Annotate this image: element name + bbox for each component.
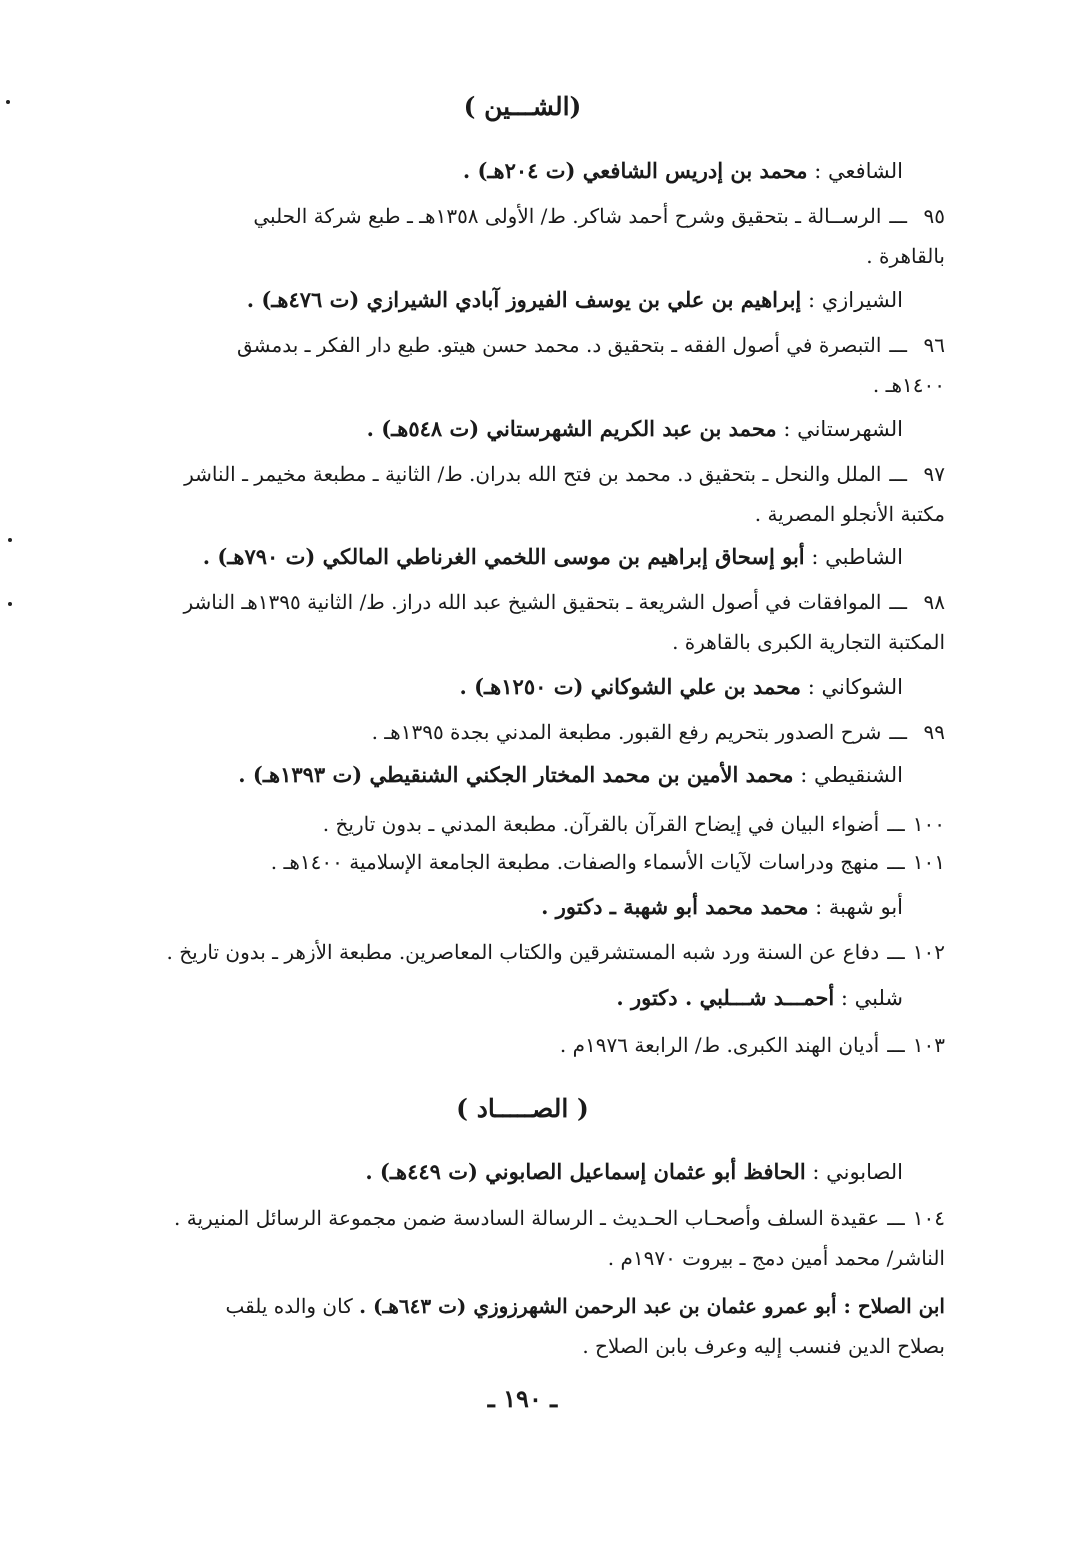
bibliography-entry xyxy=(100,842,945,882)
entry-text: الرســالة ـ بتحقيق وشرح أحمد شاكر. ط/ الأولى ١٣٥٨هـ ـ طبع شركة الحلبي xyxy=(253,204,882,228)
author-surname: الشهرستاني : xyxy=(783,417,903,441)
page-number: ـ ١٩٠ ـ xyxy=(487,1384,558,1413)
bibliography-entry xyxy=(100,582,945,662)
entry-text-cont: بالقاهرة . xyxy=(866,244,945,268)
document-page xyxy=(100,0,945,1541)
bibliography-entry xyxy=(100,932,945,972)
scan-speck xyxy=(8,602,12,606)
entry-text-cont: ١٤٠٠هـ . xyxy=(872,373,945,397)
bibliography-entry xyxy=(100,454,945,534)
entry-number: ١٠١ xyxy=(912,850,945,874)
entry-number: ٩٩ xyxy=(923,720,945,744)
author-fullname: محمد محمد أبو شهبة ـ دكتور . xyxy=(541,894,809,919)
entry-text-cont: مكتبة الأنجلو المصرية . xyxy=(754,502,945,526)
entry-number: ٩٥ xyxy=(923,204,945,228)
bibliography-entry xyxy=(100,325,945,405)
entry-text: منهج ودراسات لآيات الأسماء والصفات. مطبعة الجامعة الإسلامية ١٤٠٠هـ . xyxy=(270,850,880,874)
author-heading xyxy=(100,542,903,572)
section-title-sheen: (الشـــين ) xyxy=(463,92,582,121)
author-surname: الشافعي : xyxy=(814,159,903,183)
entry-text: شرح الصدور بتحريم رفع القبور. مطبعة المدني بجدة ١٣٩٥هـ . xyxy=(371,720,882,744)
author-heading xyxy=(100,414,903,444)
closing-note-rest: كان والده يلقب xyxy=(225,1294,360,1318)
bibliography-entry xyxy=(100,196,945,276)
author-fullname: الحافظ أبو عثمان إسماعيل الصابوني (ت ٤٤٩هـ) . xyxy=(365,1159,806,1184)
author-fullname: محمد بن عبد الكريم الشهرستاني (ت ٥٤٨هـ) . xyxy=(366,416,777,441)
scan-speck xyxy=(8,538,12,542)
author-fullname: أبو إسحاق إبراهيم بن موسى اللخمي الغرناطي المالكي (ت ٧٩٠هـ) . xyxy=(202,544,805,569)
entry-text-cont: المكتبة التجارية الكبرى بالقاهرة . xyxy=(672,630,945,654)
entry-text: عقيدة السلف وأصحـاب الحـديث ـ الرسالة السادسة ضمن مجموعة الرسائل المنيرية . xyxy=(174,1206,880,1230)
bibliography-entry xyxy=(100,1198,945,1278)
entry-text: الملل والنحل ـ بتحقيق د. محمد بن فتح الله بدران. ط/ الثانية ـ مطبعة مخيمر ـ الناشر xyxy=(184,462,882,486)
author-heading xyxy=(100,156,903,186)
entry-text: دفاع عن السنة ورد شبه المستشرقين والكتاب المعاصرين. مطبعة الأزهر ـ بدون تاريخ . xyxy=(166,940,880,964)
author-fullname: محمد بن إدريس الشافعي (ت ٢٠٤هـ) . xyxy=(462,158,808,183)
entry-dash: ـــ xyxy=(887,812,905,836)
entry-text: أديان الهند الكبرى. ط/ الرابعة ١٩٧٦م . xyxy=(559,1033,880,1057)
bibliography-entry xyxy=(100,712,945,752)
scan-speck xyxy=(6,100,10,104)
closing-note xyxy=(100,1286,945,1366)
entry-number: ٩٨ xyxy=(923,590,945,614)
bibliography-entry xyxy=(100,1025,945,1065)
entry-dash: ـــ xyxy=(887,1206,905,1230)
author-fullname: أحمـــد شـــلبي . دكتور . xyxy=(616,985,835,1010)
author-surname: أبو شهبة : xyxy=(815,895,903,919)
entry-text: الموافقات في أصول الشريعة ـ بتحقيق الشيخ عبد الله دراز. ط/ الثانية ١٣٩٥هـ الناشر xyxy=(183,590,882,614)
author-fullname: محمد الأمين بن محمد المختار الجكني الشنقيطي (ت ١٣٩٣هـ) . xyxy=(238,762,794,787)
author-surname: الصابوني : xyxy=(812,1160,903,1184)
entry-number: ١٠٠ xyxy=(912,812,945,836)
entry-number: ١٠٤ xyxy=(912,1206,945,1230)
closing-note-lead: ابن الصلاح : أبو عمرو عثمان بن عبد الرحمن الشهرزوزي (ت ٦٤٣هـ) . xyxy=(359,1294,945,1318)
author-surname: الشنقيطي : xyxy=(800,763,903,787)
author-heading xyxy=(100,285,903,315)
author-heading xyxy=(100,892,903,922)
author-fullname: محمد بن علي الشوكاني (ت ١٢٥٠هـ) . xyxy=(459,674,801,699)
entry-text: التبصرة في أصول الفقه ـ بتحقيق د. محمد حسن هيتو. طبع دار الفكر ـ بدمشق xyxy=(236,333,882,357)
author-fullname: إبراهيم بن علي بن يوسف الفيروز آبادي الشيرازي (ت ٤٧٦هـ) . xyxy=(246,287,802,312)
entry-dash: ـــ xyxy=(889,204,907,228)
author-surname: شلبي : xyxy=(840,986,903,1010)
author-heading xyxy=(100,983,903,1013)
section-title-saad: ( الصـــــاد ) xyxy=(456,1094,589,1123)
entry-dash: ـــ xyxy=(889,333,907,357)
entry-text-cont: الناشر/ محمد أمين دمج ـ بيروت ١٩٧٠م . xyxy=(607,1246,945,1270)
entry-dash: ـــ xyxy=(889,462,907,486)
entry-text: أضواء البيان في إيضاح القرآن بالقرآن. مطبعة المدني ـ بدون تاريخ . xyxy=(322,812,880,836)
closing-note-cont: بصلاح الدين فنسب إليه وعرف بابن الصلاح . xyxy=(582,1334,945,1358)
entry-number: ١٠٣ xyxy=(912,1033,945,1057)
entry-dash: ـــ xyxy=(887,1033,905,1057)
author-surname: الشاطبي : xyxy=(811,545,903,569)
author-heading xyxy=(100,760,903,790)
entry-dash: ـــ xyxy=(889,720,907,744)
entry-number: ٩٦ xyxy=(923,333,945,357)
author-heading xyxy=(100,1157,903,1187)
entry-number: ١٠٢ xyxy=(912,940,945,964)
author-surname: الشوكاني : xyxy=(807,675,903,699)
bibliography-entry xyxy=(100,804,945,844)
entry-dash: ـــ xyxy=(887,850,905,874)
entry-number: ٩٧ xyxy=(923,462,945,486)
author-heading xyxy=(100,672,903,702)
entry-dash: ـــ xyxy=(887,940,905,964)
entry-dash: ـــ xyxy=(889,590,907,614)
author-surname: الشيرازي : xyxy=(807,288,903,312)
